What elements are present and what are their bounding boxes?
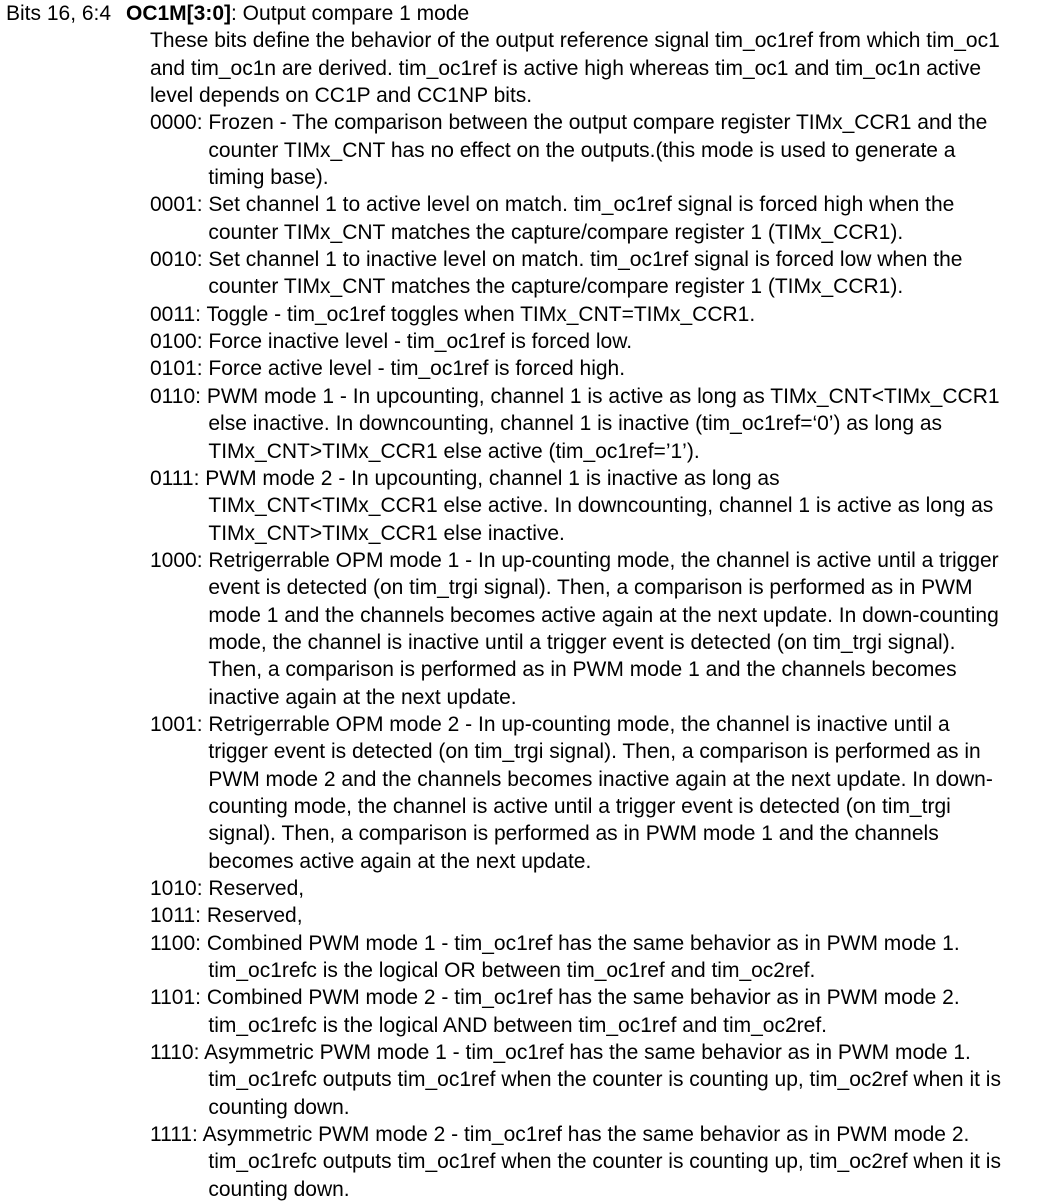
value-code: 0010: bbox=[150, 248, 203, 272]
value-item bbox=[150, 246, 1012, 301]
value-item bbox=[150, 1121, 1012, 1203]
value-list bbox=[126, 109, 1012, 1203]
value-code: 1111: bbox=[150, 1123, 198, 1147]
value-item bbox=[150, 383, 1012, 465]
value-code: 0000: bbox=[150, 111, 203, 135]
value-text: Combined PWM mode 2 - tim_oc1ref has the same behavior as in PWM mode 2. tim_oc1refc is the logical AND between tim_oc1ref and tim_oc2ref. bbox=[206, 986, 960, 1037]
value-item bbox=[150, 875, 1012, 902]
value-code: 1101: bbox=[150, 986, 201, 1010]
value-code: 0110: bbox=[150, 384, 201, 408]
value-item bbox=[150, 984, 1012, 1039]
value-code: 0011: bbox=[150, 302, 201, 326]
value-text: Toggle - tim_oc1ref toggles when TIMx_CNT=TIMx_CCR1. bbox=[206, 302, 756, 326]
field-title: : Output compare 1 mode bbox=[231, 2, 470, 25]
value-text: Retrigerrable OPM mode 2 - In up-counting mode, the channel is inactive until a trigger event is detected (on tim_trgi signal). Then, a comparison is performed as in PWM mode 2 and the channels becomes inactive again at the next update. In down-counting mode, the channel is active until a trigger event is detected (on tim_trgi signal). Then, a comparison is performed as in PWM mode 1 and the channels becomes active again at the next update. bbox=[208, 712, 993, 873]
value-code: 1010: bbox=[150, 877, 203, 900]
value-item bbox=[150, 301, 1012, 328]
value-code: 0101: bbox=[150, 357, 203, 381]
value-item bbox=[150, 1039, 1012, 1121]
value-code: 0111: bbox=[150, 466, 200, 490]
value-text: Set channel 1 to inactive level on match. tim_oc1ref signal is forced low when the counter TIMx_CNT matches the capture/compare register 1 (TIMx_CCR1). bbox=[208, 248, 963, 299]
value-code: 1001: bbox=[150, 712, 203, 736]
value-item bbox=[150, 711, 1012, 875]
value-text: Frozen - The comparison between the output compare register TIMx_CCR1 and the counter TIMx_CNT has no effect on the outputs.(this mode is used to generate a timing base). bbox=[208, 111, 988, 190]
value-item bbox=[150, 902, 1012, 929]
field-name: OC1M[3:0] bbox=[126, 2, 232, 25]
value-item bbox=[150, 930, 1012, 985]
value-text: Force inactive level - tim_oc1ref is forced low. bbox=[208, 330, 633, 354]
field-content bbox=[126, 0, 1038, 1203]
value-item bbox=[150, 328, 1012, 355]
value-code: 1100: bbox=[150, 931, 201, 955]
value-item bbox=[150, 465, 1012, 547]
value-code: 1110: bbox=[150, 1041, 200, 1065]
value-code: 0100: bbox=[150, 330, 203, 354]
field-heading bbox=[126, 0, 1012, 27]
value-text: Asymmetric PWM mode 2 - tim_oc1ref has the same behavior as in PWM mode 2. tim_oc1refc outputs tim_oc1ref when the counter is counting up, tim_oc2ref when it is counting down. bbox=[202, 1123, 1001, 1201]
value-code: 0001: bbox=[150, 193, 203, 217]
value-code: 1000: bbox=[150, 548, 203, 572]
value-text: Retrigerrable OPM mode 1 - In up-counting mode, the channel is active until a trigger event is detected (on tim_trgi signal). Then, a comparison is performed as in PWM mode 1 and the channels becomes active again at the next update. In down-counting mode, the channel is inactive until a trigger event is detected (on tim_trgi signal). Then, a comparison is performed as in PWM mode 1 and the channels becomes inactive again at the next update. bbox=[208, 548, 999, 709]
value-text: PWM mode 1 - In upcounting, channel 1 is active as long as TIMx_CNT<TIMx_CCR1 else inactive. In downcounting, channel 1 is inactive (tim_oc1ref=‘0’) as long as TIMx_CNT>TIMx_CCR1 else active (tim_oc1ref=’1’). bbox=[206, 384, 1000, 463]
value-item bbox=[150, 547, 1012, 711]
field-description: These bits define the behavior of the output reference signal tim_oc1ref from which tim_oc1 and tim_oc1n are derived. tim_oc1ref is active high whereas tim_oc1 and tim_oc1n active level depends on CC1P and CC1NP bits. bbox=[150, 29, 1000, 108]
value-item bbox=[150, 191, 1012, 246]
value-text: Reserved, bbox=[206, 904, 303, 928]
value-text: PWM mode 2 - In upcounting, channel 1 is inactive as long as TIMx_CNT<TIMx_CCR1 else active. In downcounting, channel 1 is active as long as TIMx_CNT>TIMx_CCR1 else inactive. bbox=[205, 466, 994, 545]
value-item bbox=[150, 355, 1012, 382]
value-text: Asymmetric PWM mode 1 - tim_oc1ref has the same behavior as in PWM mode 1. tim_oc1refc outputs tim_oc1ref when the counter is counting up, tim_oc2ref when it is counting down. bbox=[204, 1041, 1001, 1119]
value-text: Combined PWM mode 1 - tim_oc1ref has the same behavior as in PWM mode 1. tim_oc1refc is the logical OR between tim_oc1ref and tim_oc2ref. bbox=[206, 931, 960, 983]
value-text: Reserved, bbox=[208, 877, 305, 900]
value-item bbox=[150, 109, 1012, 191]
value-text: Force active level - tim_oc1ref is forced high. bbox=[208, 357, 626, 381]
bits-label: Bits 16, 6:4 bbox=[6, 2, 112, 25]
value-text: Set channel 1 to active level on match. tim_oc1ref signal is forced high when the counter TIMx_CNT matches the capture/compare register 1 (TIMx_CCR1). bbox=[208, 193, 955, 244]
value-code: 1011: bbox=[150, 904, 201, 928]
